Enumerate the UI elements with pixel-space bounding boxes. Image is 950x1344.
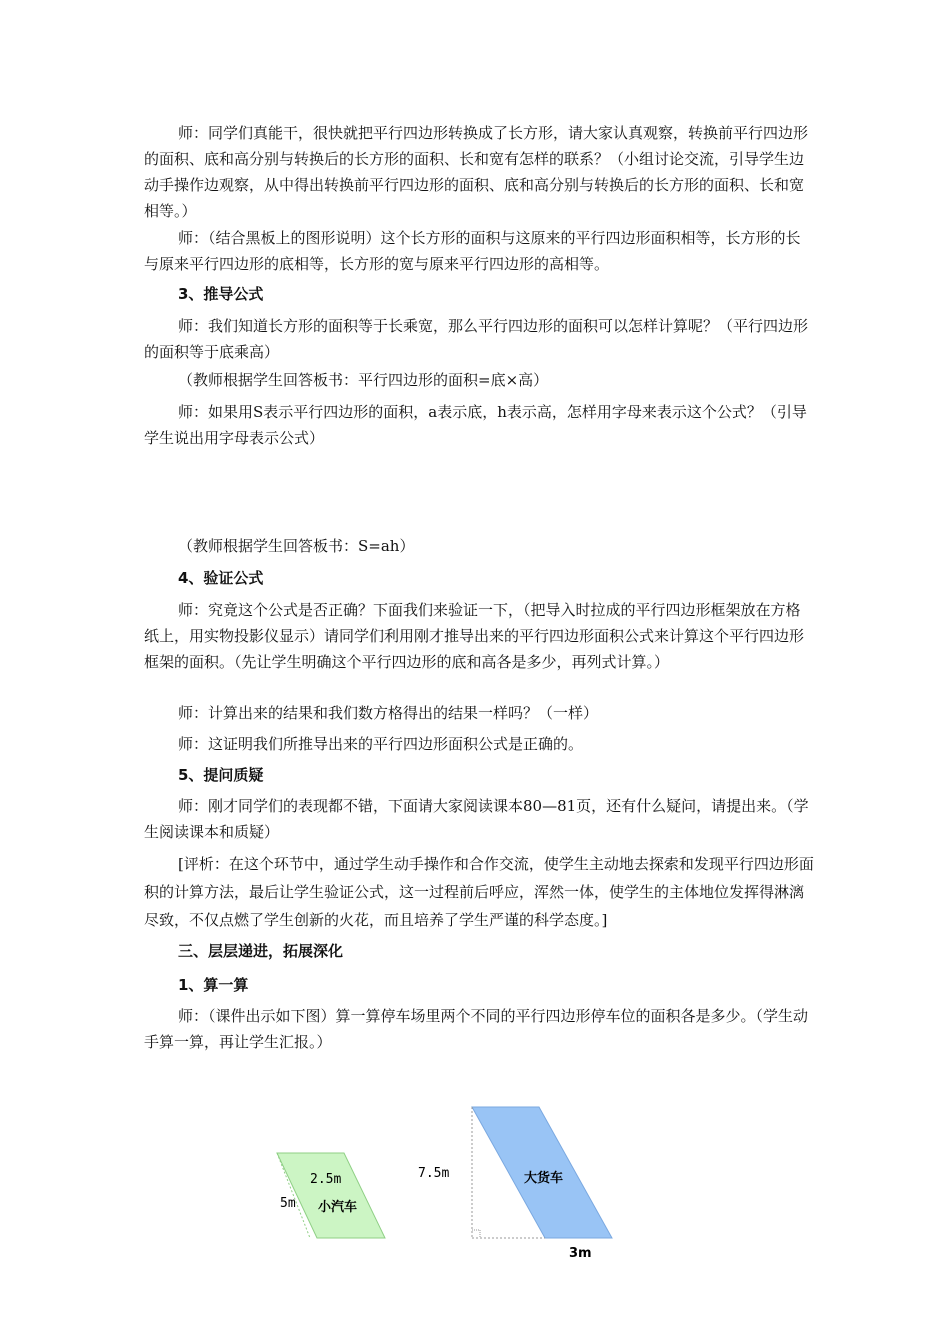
paragraph-exercise: 师：（课件出示如下图）算一算停车场里两个不同的平行四边形停车位的面积各是多少。（学生动手算一算，再让学生汇报。） [144, 1007, 809, 1051]
paragraph-board-note: （教师根据学生回答板书：平行四边形的面积=底×高） [178, 371, 549, 389]
paragraph-compare: 师：计算出来的结果和我们数方格得出的结果一样吗？（一样） [178, 704, 599, 722]
paragraph-teacher-observe: 师：同学们真能干，很快就把平行四边形转换成了长方形，请大家认真观察，转换前平行四边形的面积、底和高分别与转换后的长方形的面积、长和宽有怎样的联系？（小组讨论交流，引导学生边动手操作边观察，从中得出转换前平行四边形的面积、底和高分别与转换后的长方形的面积、长和宽相等。） [144, 124, 809, 220]
heading-questioning: 5、提问质疑 [178, 766, 264, 784]
paragraph-letter-formula: 师：如果用S表示平行四边形的面积，a表示底，h表示高，怎样用字母来表示这个公式？（引导学生说出用字母表示公式） [144, 403, 807, 447]
heading-section-three: 三、层层递进，拓展深化 [178, 942, 344, 960]
truck-base-label: 3m [569, 1246, 592, 1261]
truck-height-label: 7.5m [418, 1166, 450, 1181]
heading-derive-formula: 3、推导公式 [178, 285, 264, 303]
paragraph-reading: 师：刚才同学们的表现都不错，下面请大家阅读课本80—81页，还有什么疑问，请提出来。（学生阅读课本和质疑） [144, 797, 809, 841]
right-angle-mark [472, 1230, 480, 1238]
small-car-top-label: 2.5m [310, 1172, 342, 1187]
heading-calculate: 1、算一算 [178, 976, 249, 994]
paragraph-commentary: [评析：在这个环节中，通过学生动手操作和合作交流，使学生主动地去探索和发现平行四边形面积的计算方法，最后让学生验证公式，这一过程前后呼应，浑然一体，使学生的主体地位发挥得淋漓尽致，不仅点燃了学生创新的火花，而且培养了学生严谨的科学态度。] [144, 855, 814, 929]
heading-verify-formula: 4、验证公式 [178, 569, 264, 587]
paragraph-teacher-question: 师：我们知道长方形的面积等于长乘宽，那么平行四边形的面积可以怎样计算呢？（平行四边形的面积等于底乘高） [144, 317, 809, 361]
paragraph-proof: 师：这证明我们所推导出来的平行四边形面积公式是正确的。 [178, 735, 584, 753]
truck-name: 大货车 [524, 1171, 564, 1186]
parking-figure [260, 1095, 640, 1270]
small-car-name: 小汽车 [318, 1200, 358, 1215]
paragraph-board-formula: （教师根据学生回答板书：S=ah） [178, 537, 415, 555]
paragraph-teacher-explain: 师：（结合黑板上的图形说明）这个长方形的面积与这原来的平行四边形面积相等，长方形的长与原来平行四边形的底相等，长方形的宽与原来平行四边形的高相等。 [144, 229, 801, 273]
paragraph-verify: 师：究竟这个公式是否正确？下面我们来验证一下，（把导入时拉成的平行四边形框架放在方格纸上，用实物投影仪显示）请同学们利用刚才推导出来的平行四边形面积公式来计算这个平行四边形框架的面积。（先让学生明确这个平行四边形的底和高各是多少，再列式计算。） [144, 601, 805, 671]
small-car-height-label: 5m [280, 1196, 296, 1211]
